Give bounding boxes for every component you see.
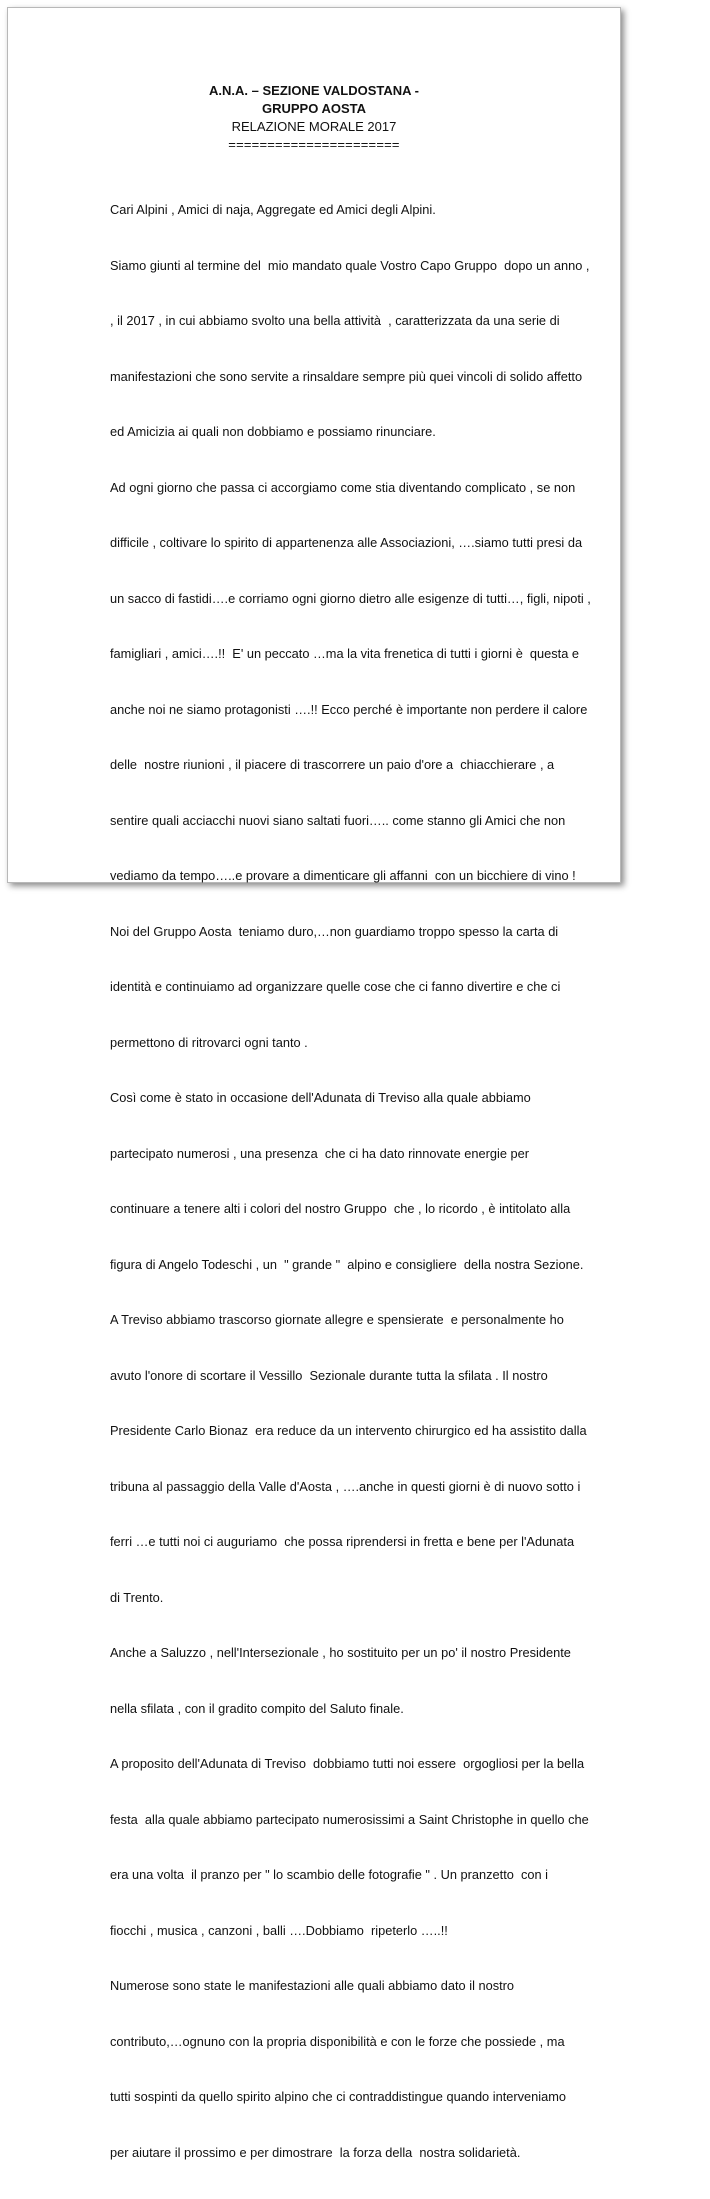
body-line: Noi del Gruppo Aosta teniamo duro,…non guardiamo troppo spesso la carta di: [110, 923, 559, 939]
body-line: Presidente Carlo Bionaz era reduce da un intervento chirurgico ed ha assistito dalla: [110, 1423, 587, 1438]
body-line: Siamo giunti al termine del mio mandato quale Vostro Capo Gruppo dopo un anno ,: [110, 257, 590, 273]
body-line: un sacco di fastidi….e corriamo ogni giorno dietro alle esigenze di tutti…, figli, nipoti ,: [110, 590, 591, 606]
body-line: Anche a Saluzzo , nell'Intersezionale , ho sostituito per un po' il nostro Presidente: [110, 1645, 571, 1660]
body-line: A Treviso abbiamo trascorso giornate allegre e spensierate e personalmente ho: [110, 1312, 564, 1327]
body-line: Cari Alpini , Amici di naja, Aggregate ed Amici degli Alpini.: [110, 202, 436, 217]
body-line: A proposito dell'Adunata di Treviso dobbiamo tutti noi essere orgogliosi per la bella: [110, 1756, 585, 1771]
body-line: tutti sospinti da quello spirito alpino che ci contraddistingue quando interveniamo: [110, 2089, 566, 2104]
body-line: continuare a tenere alti i colori del nostro Gruppo che , lo ricordo , è intitolato alla: [110, 1201, 571, 1216]
body-line: manifestazioni che sono servite a rinsaldare sempre più quei vincoli di solido affetto: [110, 368, 583, 384]
body-line: ed Amicizia ai quali non dobbiamo e possiamo rinunciare.: [110, 424, 436, 439]
body-line: anche noi ne siamo protagonisti ….!! Ecco perché è importante non perdere il calore: [110, 701, 588, 717]
body-line: identità e continuiamo ad organizzare quelle cose che ci fanno divertire e che ci: [110, 979, 561, 994]
body-line: difficile , coltivare lo spirito di appartenenza alle Associazioni, ….siamo tutti presi da: [110, 535, 583, 550]
body-line: Numerose sono state le manifestazioni alle quali abbiamo dato il nostro: [110, 1978, 515, 1993]
body-line: Così come è stato in occasione dell'Adunata di Treviso alla quale abbiamo: [110, 1090, 531, 1105]
body-line: ferri …e tutti noi ci auguriamo che possa riprendersi in fretta e bene per l'Adunata: [110, 1534, 575, 1549]
body-line: contributo,…ognuno con la propria disponibilità e con le forze che possiede , ma: [110, 2033, 565, 2049]
body-line: Ad ogni giorno che passa ci accorgiamo come stia diventando complicato , se non: [110, 479, 576, 495]
document-page: [7, 7, 621, 2160]
document-header: [8, 82, 620, 154]
header-group: GRUPPO AOSTA: [261, 101, 366, 116]
body-line: era una volta il pranzo per " lo scambio delle fotografie " . Un pranzetto con i: [110, 1867, 549, 1882]
report-body: [110, 164, 710, 2199]
body-line: sentire quali acciacchi nuovi siano saltati fuori….. come stanno gli Amici che non: [110, 812, 566, 828]
body-line: festa alla quale abbiamo partecipato numerosissimi a Saint Christophe in quello che: [110, 1811, 589, 1827]
body-line: figura di Angelo Todeschi , un " grande " alpino e consigliere della nostra Sezione.: [110, 1256, 584, 1272]
body-line: tribuna al passaggio della Valle d'Aosta , ….anche in questi giorni è di nuovo sotto i: [110, 1478, 581, 1494]
body-line: vediamo da tempo…..e provare a dimenticare gli affanni con un bicchiere di vino !: [110, 868, 576, 883]
body-line: nella sfilata , con il gradito compito del Saluto finale.: [110, 1700, 404, 1716]
body-line: famigliari , amici….!! E' un peccato …ma la vita frenetica di tutti i giorni è questa e: [110, 646, 580, 661]
body-line: per aiutare il prossimo e per dimostrare la forza della nostra solidarietà.: [110, 2144, 521, 2160]
body-line: , il 2017 , in cui abbiamo svolto una bella attività , caratterizzata da una serie di: [110, 313, 560, 328]
body-line: di Trento.: [110, 1589, 164, 1605]
header-report-title: RELAZIONE MORALE 2017: [231, 119, 397, 134]
body-line: delle nostre riunioni , il piacere di trascorrere un paio d'ore a chiacchierare , a: [110, 757, 555, 772]
body-line: partecipato numerosi , una presenza che ci ha dato rinnovate energie per: [110, 1145, 530, 1161]
body-line: permettono di ritrovarci ogni tanto .: [110, 1034, 308, 1050]
header-association: A.N.A. – SEZIONE VALDOSTANA -: [209, 83, 419, 98]
header-rule: ======================: [228, 137, 400, 152]
body-line: fiocchi , musica , canzoni , balli ….Dobbiamo ripeterlo …..!!: [110, 1922, 448, 1938]
body-line: avuto l'onore di scortare il Vessillo Sezionale durante tutta la sfilata . Il nostro: [110, 1367, 548, 1383]
